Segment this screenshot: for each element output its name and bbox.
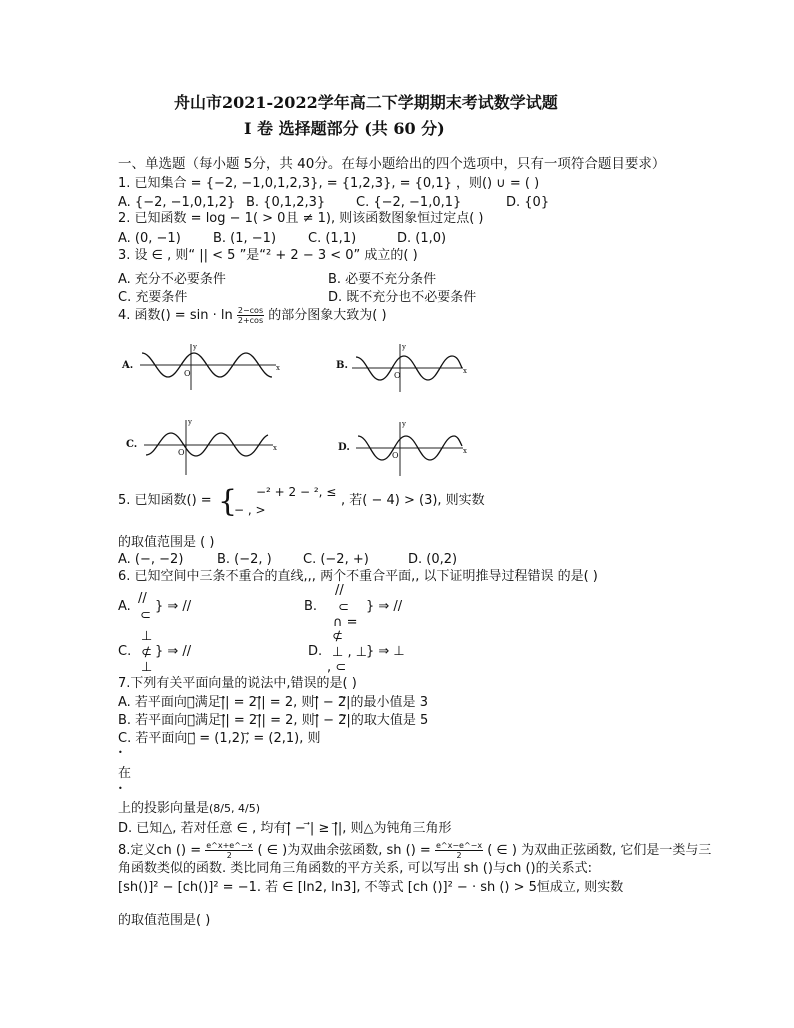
- q7-option-c-post-wrap: [118, 802, 260, 817]
- q1-option-b: B. {0,1,2,3}: [246, 195, 326, 210]
- graph-d-label: D.: [338, 442, 350, 453]
- q1-option-c: C. {−2, −1,0,1}: [356, 195, 462, 210]
- q8-frac-2: [435, 841, 483, 860]
- graph-b-label: B.: [336, 360, 348, 371]
- q6-option-d-line-3: , ⊂: [327, 660, 347, 675]
- q1-option-a: A. {−2, −1,0,1,2}: [118, 195, 236, 210]
- q8-frac-1-den: 2: [226, 851, 232, 860]
- q8-line-1-post: ( ∈ ) 为双曲正弦函数, 它们是一类与三: [487, 843, 712, 858]
- graph-d-origin: O: [392, 451, 399, 460]
- question-4-stem: [118, 306, 387, 325]
- q8-line-3: [sh()]² − [ch()]² = −1. 若 ∈ [ln2, ln3], 不等式 [ch ()]² − · sh () > 5恒成立, 则实数: [118, 880, 624, 895]
- paper-title: 舟山市2021-2022学年高二下学期期末考试数学试题: [174, 93, 558, 112]
- q8-line-1-pre: 8.定义ch () =: [118, 843, 202, 858]
- q7-option-c-mid: 在: [118, 766, 132, 781]
- q2-option-d: D. (1,0): [397, 231, 447, 246]
- q6-option-b-label: B.: [304, 599, 318, 614]
- q6-option-b-result: } ⇒ //: [366, 599, 403, 614]
- q3-option-a: A. 充分不必要条件: [118, 272, 226, 287]
- q8-frac-1: [205, 841, 253, 860]
- q4-graphs-svg: [118, 340, 478, 482]
- graph-a-origin: O: [184, 369, 191, 378]
- q4-frac-den: 2+cos: [237, 316, 264, 325]
- q5-brace: {: [218, 484, 238, 519]
- q7-option-c: C. 若平面向量⃗ = (1,2),⃗ = (2,1), 则: [118, 731, 321, 746]
- q1-option-d: D. {0}: [506, 195, 550, 210]
- q8-frac-1-num: e^x+e^−x: [206, 841, 253, 850]
- q6-option-d-label: D.: [308, 644, 323, 659]
- graph-b-origin: O: [394, 371, 401, 380]
- q5-option-b: B. (−2, ): [217, 552, 272, 567]
- graph-d-x-label: x: [463, 447, 467, 455]
- q6-option-a-result: } ⇒ //: [155, 599, 192, 614]
- q8-line-4: 的取值范围是( ): [118, 913, 211, 928]
- q7-projection-vector: (8/5, 4/5): [209, 802, 260, 815]
- question-2-stem: 2. 已知函数 = log − 1( > 0且 ≠ 1), 则该函数图象恒过定点( ): [118, 211, 484, 226]
- q7-option-c-post: 上的投影向量是: [118, 801, 210, 816]
- q3-option-b: B. 必要不充分条件: [328, 272, 437, 287]
- q6-option-a-line-2: ⊂: [140, 608, 151, 623]
- question-3-stem: 3. 设 ∈ , 则“ || < 5 ”是“² + 2 − 3 < 0” 成立的( ): [118, 248, 418, 263]
- q7-option-b: B. 若平面向量⃗满足|⃗| = 2|⃗| = 2, 则|⃗ − 2⃗|的取大值是 5: [118, 713, 429, 728]
- q6-option-d-line-1: ⊄: [332, 629, 343, 644]
- graph-a-x-label: x: [276, 364, 280, 372]
- q4-stem-pre: 4. 函数() = sin · ln: [118, 308, 233, 323]
- q4-graphs: [118, 340, 478, 482]
- graph-a-label: A.: [122, 360, 134, 371]
- graph-c-x-label: x: [273, 444, 277, 452]
- q6-option-b-line-2: ⊂: [338, 600, 349, 615]
- paper-subtitle: I 卷 选择题部分 (共 60 分): [244, 119, 445, 138]
- graph-c-label: C.: [126, 439, 138, 450]
- question-6-stem: 6. 已知空间中三条不重合的直线,,, 两个不重合平面,, 以下证明推导过程错误 的是( ): [118, 569, 598, 584]
- q6-option-b-line-1: //: [335, 583, 344, 598]
- q5-option-d: D. (0,2): [408, 552, 458, 567]
- section-heading: 一、单选题（每小题 5分，共 40分。在每小题给出的四个选项中，只有一项符合题目要求）: [118, 156, 666, 172]
- question-7-stem: 7.下列有关平面向量的说法中,错误的是( ): [118, 676, 357, 691]
- q8-line-1: [118, 841, 711, 860]
- q2-option-a: A. (0, −1): [118, 231, 181, 246]
- q5-option-c: C. (−2, +): [303, 552, 369, 567]
- graph-a-y-label: y: [193, 343, 197, 351]
- q6-option-c-line-3: ⊥: [141, 660, 153, 675]
- graph-c-y-label: y: [188, 418, 192, 426]
- graph-d-y-label: y: [402, 420, 406, 428]
- graph-b-y-label: y: [402, 343, 406, 351]
- question-1-stem: 1. 已知集合 = {−2, −1,0,1,2,3}, = {1,2,3}, = {0,1} ，则() ∪ = ( ): [118, 176, 540, 191]
- q6-option-d-result: } ⇒ ⊥: [366, 644, 405, 659]
- q4-stem-post: 的部分图象大致为( ): [268, 308, 387, 323]
- q8-line-2: 角函数类似的函数. 类比同角三角函数的平方关系, 可以写出 sh ()与ch ()的关系式:: [118, 861, 592, 876]
- q6-option-a-line-1: //: [138, 591, 147, 606]
- q6-option-d-line-2: ⊥ , ⊥: [332, 645, 368, 660]
- graph-b-x-label: x: [463, 367, 467, 375]
- q7-option-a: A. 若平面向量⃗满足|⃗| = 2|⃗| = 2, 则|⃗ − 2⃗|的最小值是 3: [118, 695, 428, 710]
- q5-line-2: 的取值范围是 ( ): [118, 535, 215, 550]
- q5-case-1: −² + 2 − ², ≤: [256, 485, 337, 499]
- q6-option-c-result: } ⇒ //: [155, 644, 192, 659]
- q6-option-c-line-1: ⊥: [141, 629, 153, 644]
- q7-option-d: D. 已知△, 若对任意 ∈ , 均有|⃗ − ⃗| ≥ |⃗|, 则△为钝角三角形: [118, 821, 452, 836]
- q6-option-a-label: A.: [118, 599, 131, 614]
- q4-frac-num: 2−cos: [237, 306, 264, 315]
- q2-option-c: C. (1,1): [308, 231, 357, 246]
- graph-c-origin: O: [178, 448, 185, 457]
- q5-stem-pre: 5. 已知函数() =: [118, 493, 212, 508]
- q4-fraction: [237, 306, 264, 325]
- q3-option-d: D. 既不充分也不必要条件: [328, 290, 477, 305]
- q8-frac-2-num: e^x−e^−x: [435, 841, 483, 850]
- q8-line-1-mid: ( ∈ )为双曲余弦函数, sh () =: [257, 843, 431, 858]
- q5-stem-post: , 若( − 4) > (3), 则实数: [341, 493, 485, 508]
- q6-option-c-line-2: ⊄: [141, 645, 152, 660]
- q6-option-c-label: C.: [118, 644, 132, 659]
- q7-c-mark-1: •: [118, 748, 123, 757]
- q6-option-b-line-3: ∩ =: [333, 615, 358, 630]
- q3-option-c: C. 充要条件: [118, 290, 188, 305]
- q5-case-2: − , >: [234, 503, 266, 517]
- q8-frac-2-den: 2: [456, 851, 462, 860]
- q2-option-b: B. (1, −1): [213, 231, 277, 246]
- q7-c-mark-2: •: [118, 784, 123, 793]
- q5-option-a: A. (−, −2): [118, 552, 184, 567]
